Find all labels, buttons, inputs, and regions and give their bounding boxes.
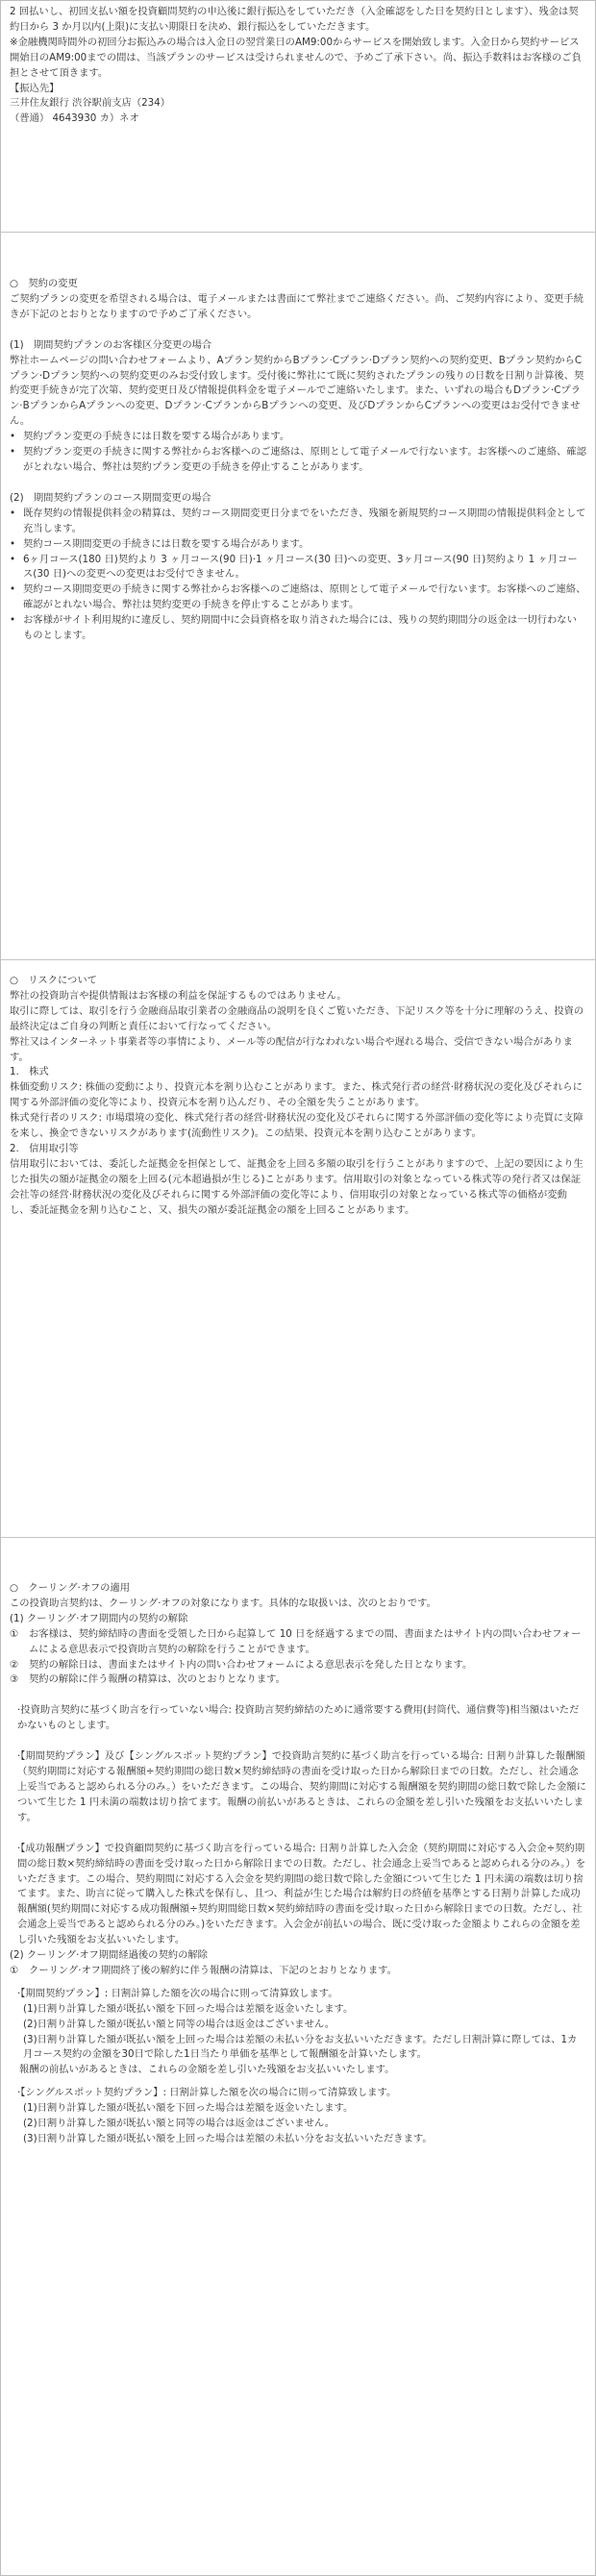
section-divider (1, 232, 596, 233)
contract-change-intro: ご契約プランの変更を希望される場合は、電子メールまたは書面にて弊社までご連絡ください。尚、ご契約内容により、変更手続きが下記のとおりとなりますので予めご了承ください。 (10, 292, 584, 320)
risk-paragraph: 弊社の投資助言や提供情報はお客様の利益を保証するものではありません。 (10, 989, 347, 1002)
cooling-off-paragraph: ·投資助言契約に基づく助言を行っていない場合: 投資助言契約締結のために通常要する費用(封筒代、通信費等)相当額はいただかないものとします。 (17, 1704, 580, 1732)
term-plan-note: 報酬の前払いがあるときは、これらの金額を差し引いた残額をお支払いいたします。 (19, 2064, 395, 2076)
bank-name: 三井住友銀行 渋谷駅前支店（234） (10, 97, 171, 110)
subsection-title-category-change: (1) 期間契約プランのお客様区分変更の場合 (10, 338, 212, 351)
bullet-icon: • (10, 583, 16, 596)
bullet-icon: • (10, 553, 16, 565)
term-plan-heading: ·【期間契約プラン】: 日割計算した額を次の場合に則って清算致します。 (17, 1987, 338, 1999)
spot-plan-heading: ·【シングルスポット契約プラン】: 日割計算した額を次の場合に則って清算致します。 (17, 2087, 397, 2099)
bullet-icon: • (10, 446, 16, 458)
subsection-title-course-change: (2) 期間契約プランのコース期間変更の場合 (10, 491, 211, 504)
list-item: (3)日割り計算した額が既払い額を上回った場合は差額の未払い分をお支払いいただきます。 (23, 2133, 433, 2144)
section-divider (1, 959, 596, 960)
payment-section (10, 5, 586, 127)
list-item: (1)日割り計算した額が既払い額を下回った場合は差額を返金いたします。 (23, 2002, 354, 2015)
risk-paragraph: 株価変動リスク: 株価の変動により、投資元本を割り込むことがあります。また、株式発行者の経営·財務状況の変化及びそれらに関する外部評価の変化等により、投資元本を割り込んだり、その全額を失うことがあります。 (10, 1081, 583, 1109)
payment-note: ※金融機関時間外の初回分お振込みの場合は入金日の翌営業日のAM9:00からサービスを開始致します。入金日から契約サービス開始日のAM9:00までの間は、当該プランのサービスは受けられませんので、予めご了承下さい。尚、振込手数料はお客様のご負担とさせて頂きます。 (10, 36, 582, 79)
cooling-off-section (10, 1581, 586, 2147)
section-title-cooling-off: ○ クーリング·オフの適用 (10, 1582, 131, 1594)
cooling-off-intro: この投資助言契約は、クーリング·オフの対象になります。具体的な取扱いは、次のとおりです。 (10, 1597, 436, 1609)
section-divider (1, 1537, 596, 1538)
list-item: • 6ヶ月コース(180 日)契約より 3 ヶ月コース(90 日)·1 ヶ月コース(30 日)への変更、3ヶ月コース(90 日)契約より 1 ヶ月コース(30 日)への変更への変更はお受付できません。 (10, 553, 586, 583)
category-change-body: 弊社ホームページの問い合わせフォームより、Aプラン契約からBプラン·Cプラン·Dプラン契約への契約変更、Bプラン契約からCプラン·Dプラン契約への契約変更のみお受付致します。受付後に弊社にて既に契約されたプランの残りの日数を日割り計算後、契約変更手続きが完了次第、契約変更日及び情報提供料金を電子メールでご連絡いたします。また、いずれの場合もDプラン·Cプラン·BプランからAプランへの変更、Dプラン·CプランからBプランへの変更、及びDプランからCプランへの変更はお受付できません。 (10, 354, 584, 428)
bullet-icon: • (10, 507, 16, 519)
list-item: ③ 契約の解除に伴う報酬の精算は、次のとおりとなります。 (10, 1673, 286, 1686)
list-item: • 契約プラン変更の手続きには日数を要する場合があります。 (10, 430, 586, 445)
subsection-title-after-period: (2) クーリング·オフ期間経過後の契約の解除 (10, 1949, 208, 1962)
list-item: ② 契約の解除日は、書面またはサイト内の問い合わせフォームによる意思表示を発した日となります。 (10, 1658, 473, 1671)
transfer-account-label: 【振込先】 (10, 82, 60, 94)
payment-paragraph: 2 回払いし、初回支払い額を投資顧問契約の申込後に銀行振込をしていただき（入金確認をした日を契約日とします）、残金は契約日から 3 か月以内(上限)に支払い期限日を決め、銀行振込をしていただきます。 (10, 6, 579, 33)
list-item: • 契約プラン変更の手続きに関する弊社からお客様へのご連絡は、原則として電子メールで行ないます。お客様へのご連絡、確認がとれない場合、弊社は契約プラン変更の手続きを停止することがあります。 (10, 445, 586, 476)
list-item: • 契約コース期間変更の手続きに関する弊社からお客様へのご連絡は、原則として電子メールで行ないます。お客様へのご連絡、確認がとれない場合、弊社は契約変更の手続きを停止することがあります。 (10, 582, 586, 613)
list-item: • 契約コース期間変更の手続きには日数を要する場合があります。 (10, 537, 586, 553)
bullet-icon: • (10, 431, 16, 443)
list-item: (3)日割り計算した額が既払い額を上回った場合は差額の未払い分をお支払いいただきます。ただし日割計算に際しては、1カ月コース契約の金額を30日で除した1日当たり単価を基準として報酬額を計算いたします。 (23, 2033, 578, 2061)
list-item: (2)日割り計算した額が既払い額と同等の場合は返金はございません。 (23, 2018, 335, 2030)
bullet-icon: • (10, 537, 16, 550)
contract-change-section (10, 277, 586, 644)
list-item: (2)日割り計算した額が既払い額と同等の場合は返金はございません。 (23, 2118, 335, 2130)
list-item: • お客様がサイト利用規約に違反し、契約期間中に会員資格を取り消された場合には、残りの契約期間分の返金は一切行わないものとします。 (10, 613, 586, 644)
list-item: (1)日割り計算した額が既払い額を下回った場合は差額を返金いたします。 (23, 2102, 354, 2115)
section-title-contract-change: ○ 契約の変更 (10, 278, 78, 289)
bank-account: （普通） 4643930 カ）ネオ (10, 112, 139, 125)
risk-paragraph: 取引に際しては、取引を行う金融商品取引業者の金融商品の説明を良くご覧いただき、下記リスク等を十分に理解のうえ、投資の最終決定はご自身の判断と責任において行なってください。 (10, 1004, 584, 1032)
risk-paragraph: 信用取引においては、委託した証拠金を担保として、証拠金を上回る多額の取引を行うことがありますので、上記の要因により生じた損失の額が証拠金の額を上回る(元本超過損が生じる)ことがあります。信用取引の対象となっている株式等の発行者又は保証会社等の経営·財務状況の変化及びそれらに関する外部評価の変化等により、信用取引の対象となっている株式等の価格が変動し、委託証拠金を割り込むこと、又、損失の額が委託証拠金の額を上回ることがあります。 (10, 1157, 584, 1216)
risk-paragraph: 株式発行者のリスク: 市場環境の変化、株式発行者の経営·財務状況の変化及びそれらに関する外部評価の変化等により売買に支障を来し、換金できないリスクがあります(流動性リスク)。この結果、投資元本を割り込むことがあります。 (10, 1112, 584, 1140)
risk-paragraph: 弊社又はインターネット事業者等の事情により、メール等の配信が行なわれない場合や遅れる場合、受信できない場合があります。 (10, 1035, 573, 1063)
bullet-icon: • (10, 614, 16, 627)
cooling-off-paragraph: ·【成功報酬プラン】で投資顧問契約に基づく助言を行っている場合: 日割り計算した入会金（契約期間に対応する入会金÷契約期間の総日数×契約締結時の書面を受け取った日から解除日までの日数。ただし、社会通念上妥当であると認められる分のみ。）をいただきます。この場合、契約期間に対応する入会金を契約期間の総日数で除した金額について生じた 1 円未満の端数は切り捨てます。また、助言に従って購入した株式を保有し、且つ、利益が生じた場合は解約日の終値を基準とする日割り計算した成功報酬額(契約期間に対応する成功報酬額÷契約期間総日数×契約締結時の書面を受け取った日から解除日までの日数。ただし、社会通念上妥当であると認められる分のみ。)をいただきます。入会金が前払いの場合、既に受け取った金額よりこれらの金額を差し引いた残額をお支払いいたします。 (17, 1842, 586, 1946)
risk-section (10, 974, 586, 1219)
list-item: ① クーリング·オフ期間終了後の解約に伴う報酬の清算は、下記のとおりとなります。 (10, 1964, 397, 1976)
risk-heading-stocks: 1. 株式 (10, 1066, 49, 1078)
list-item: ① お客様は、契約締結時の書面を受領した日から起算して 10 日を経過するまでの間、書面またはサイト内の問い合わせフォームによる意思表示で投資助言契約の解除を行うことができます。 (10, 1627, 582, 1655)
risk-heading-margin: 2. 信用取引等 (10, 1142, 79, 1154)
cooling-off-paragraph: ·【期間契約プラン】及び【シングルスポット契約プラン】で投資助言契約に基づく助言を行っている場合: 日割り計算した報酬額（契約期間に対応する報酬額÷契約期間の総日数×契約締結時の書面を受け取った日から解除日までの日数。ただし、社会通念上妥当であると認められる分のみ。）をいただきます。この場合、契約期間に対応する報酬額を契約期間の総日数で除した金額について生じた 1 円未満の端数は切り捨てます。報酬の前払いがあるときは、これらの金額を差し引いた残額をお支払いいたします。 (17, 1750, 586, 1823)
subsection-title-within-period: (1) クーリング·オフ期間内の契約の解除 (10, 1612, 188, 1624)
section-title-risk: ○ リスクについて (10, 975, 97, 986)
list-item: • 既存契約の情報提供料金の精算は、契約コース期間変更日分までをいただき、残額を新規契約コース期間の情報提供料金として充当します。 (10, 507, 586, 537)
